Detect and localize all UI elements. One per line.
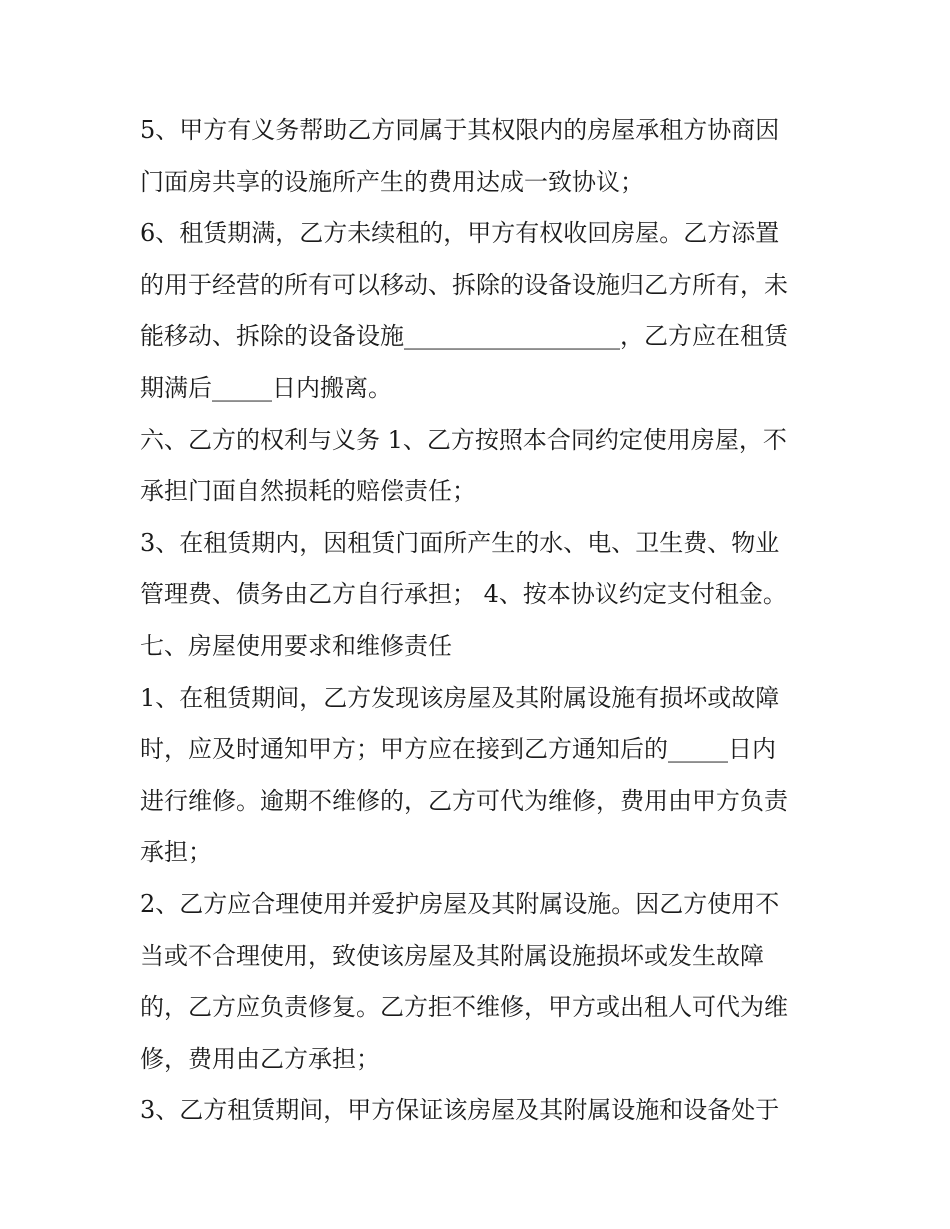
text-line: 1、在租赁期间，乙方发现该房屋及其附属设施有损坏或故障 [140,683,780,712]
text-line: 进行维修。逾期不维修的，乙方可代为维修，费用由甲方负责 [140,786,788,815]
text-line: 承担； [140,838,212,867]
text-line: 6、租赁期满，乙方未续租的，甲方有权收回房屋。乙方添置 [140,219,780,248]
text-line: 时，应及时通知甲方；甲方应在接到乙方通知后的_____日内 [140,735,776,764]
text-line: 的，乙方应负责修复。乙方拒不维修，甲方或出租人可代为维 [140,993,788,1022]
document-body [140,105,820,1137]
text-line: 修，费用由乙方承担； [140,1044,380,1073]
text-line: 承担门面自然损耗的赔偿责任； [140,477,476,506]
text-line: 七、房屋使用要求和维修责任 [140,631,452,660]
text-line: 六、乙方的权利与义务 1、乙方按照本合同约定使用房屋，不 [140,425,787,454]
text-line: 3、乙方租赁期间，甲方保证该房屋及其附属设施和设备处于 [140,1096,780,1125]
text-line: 3、在租赁期内，因租赁门面所产生的水、电、卫生费、物业 [140,528,780,557]
text-line: 当或不合理使用，致使该房屋及其附属设施损坏或发生故障 [140,941,764,970]
text-line: 门面房共享的设施所产生的费用达成一致协议； [140,167,644,196]
text-line: 管理费、债务由乙方自行承担； 4、按本协议约定支付租金。 [140,580,787,609]
text-line: 能移动、拆除的设备设施__________________，乙方应在租赁 [140,322,788,351]
text-line: 的用于经营的所有可以移动、拆除的设备设施归乙方所有，未 [140,270,788,299]
text-line: 期满后_____日内搬离。 [140,373,392,402]
text-line: 2、乙方应合理使用并爱护房屋及其附属设施。因乙方使用不 [140,889,780,918]
text-line: 5、甲方有义务帮助乙方同属于其权限内的房屋承租方协商因 [140,116,780,144]
